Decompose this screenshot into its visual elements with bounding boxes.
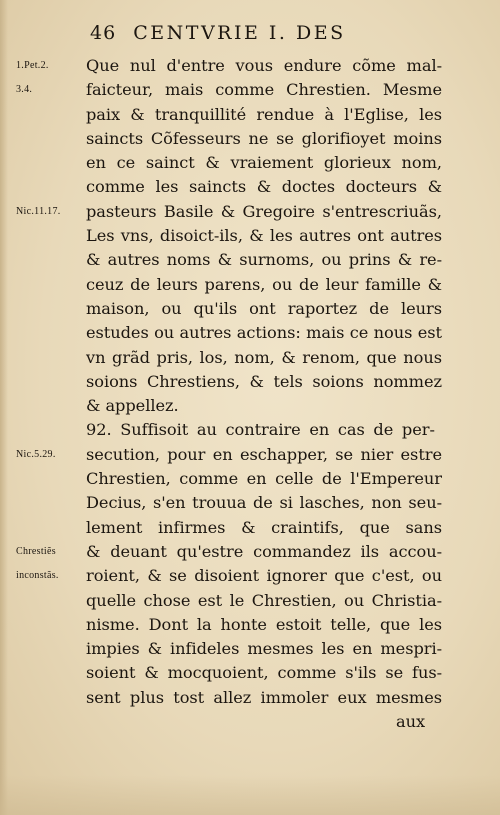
marginal-note: Nic.11.17. [16, 205, 61, 217]
marginal-note: 1.Pet.2. [16, 60, 49, 71]
text-line [0, 516, 500, 540]
text-line [0, 54, 500, 78]
text-line [0, 103, 500, 127]
line-text: maison, ou qu'ils ont raportez de leurs [86, 298, 442, 318]
line-text: & autres noms & surnoms, ou prins & re- [86, 250, 442, 270]
text-line [0, 175, 500, 199]
text-line [0, 151, 500, 175]
page-shade [0, 775, 500, 815]
catchword-line [0, 710, 500, 734]
line-text: faicteur, mais comme Chrestien. Mesme [86, 80, 442, 100]
running-title: CENTVRIE I. DES [133, 22, 346, 44]
line-text: paix & tranquillité rendue à l'Eglise, les [86, 104, 442, 124]
text-line [0, 297, 500, 321]
text-line [0, 491, 500, 515]
text-line [0, 321, 500, 345]
line-text: Que nul d'entre vous endure cõme mal- [86, 56, 442, 75]
line-text: sent plus tost allez immoler eux mesmes [86, 687, 442, 707]
line-text: lement infirmes & craintifs, que sans [86, 517, 442, 537]
text-line [0, 589, 500, 613]
line-text: impies & infideles mesmes les en mespri- [86, 639, 442, 659]
catchword: aux [396, 712, 426, 732]
line-text: saincts Cõfesseurs ne se glorifioyet moins [86, 128, 442, 148]
text-line [0, 248, 500, 272]
text-line [0, 78, 500, 102]
text-line [0, 443, 500, 467]
text-line [0, 613, 500, 637]
line-text: Les vns, disoict-ils, & les autres ont autres [86, 226, 442, 246]
text-line [0, 273, 500, 297]
line-text: 92. Suffisoit au contraire en cas de per- [86, 420, 435, 440]
text-line [0, 224, 500, 248]
line-text: soient & mocquoient, comme s'ils se fus- [86, 663, 442, 683]
line-text: en ce sainct & vraiement glorieux nom, [86, 153, 442, 173]
text-line [0, 540, 500, 564]
marginal-note: 3.4. [16, 84, 33, 96]
text-line [0, 564, 500, 588]
marginal-note: Chrestiẽs [16, 545, 56, 557]
marginal-note: inconstãs. [16, 570, 59, 582]
text-line [0, 346, 500, 370]
line-text: soions Chrestiens, & tels soions nommez [86, 371, 442, 391]
text-line [0, 637, 500, 661]
page-number: 46 [90, 22, 117, 44]
text-line [0, 686, 500, 710]
line-text: quelle chose est le Chrestien, ou Christia- [86, 590, 442, 610]
text-block [0, 54, 500, 734]
line-text: Decius, s'en trouua de si lasches, non seu- [86, 493, 442, 513]
text-line [0, 127, 500, 151]
line-text: pasteurs Basile & Gregoire s'entrescriuãs, [86, 201, 442, 221]
line-text: comme les saincts & doctes docteurs & [86, 177, 442, 197]
text-line [0, 418, 500, 442]
text-line [0, 370, 500, 394]
marginal-note: Nic.5.29. [16, 448, 56, 460]
line-text: ceuz de leurs parens, ou de leur famille & [86, 274, 442, 294]
line-text: estudes ou autres actions: mais ce nous est [86, 323, 442, 343]
text-line [0, 394, 500, 418]
line-text: secution, pour en eschapper, se nier estre [86, 444, 442, 464]
text-line [0, 200, 500, 224]
line-text: & deuant qu'estre commandez ils accou- [86, 541, 442, 561]
running-header [90, 22, 346, 44]
text-line [0, 661, 500, 685]
line-text: vn grãd pris, los, nom, & renom, que nous [86, 347, 442, 367]
line-text: nisme. Dont la honte estoit telle, que les [86, 614, 442, 634]
line-text: Chrestien, comme en celle de l'Empereur [86, 469, 442, 489]
text-line [0, 467, 500, 491]
line-text: roient, & se disoient ignorer que c'est, ou [86, 566, 442, 586]
line-text: & appellez. [86, 396, 179, 416]
